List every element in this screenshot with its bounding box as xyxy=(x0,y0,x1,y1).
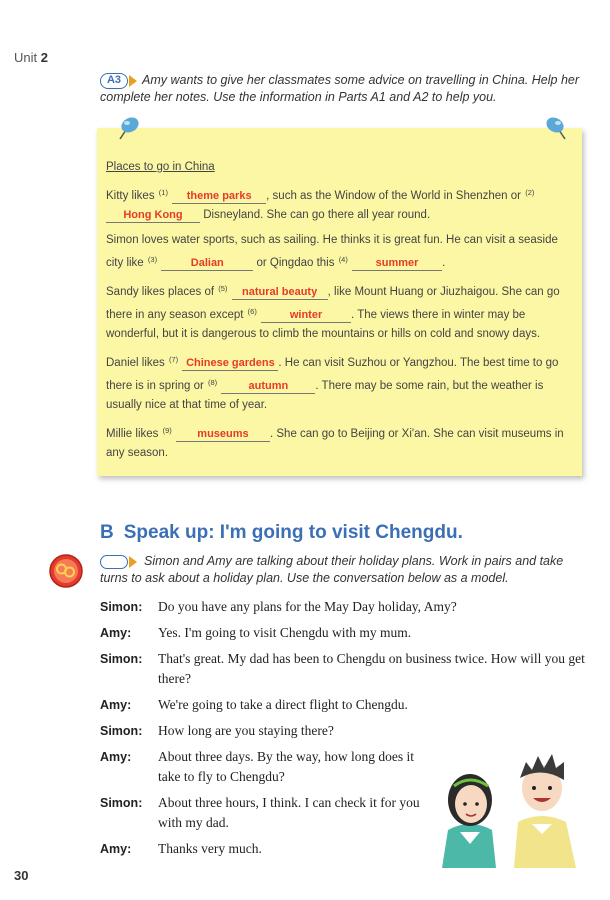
speaker: Simon: xyxy=(100,600,143,614)
section-title: Speak up: I'm going to visit Chengdu. xyxy=(123,522,463,543)
dialogue-line xyxy=(100,695,590,715)
dialogue-text: That's great. My dad has been to Chengdu on business twice. How will you get there? xyxy=(158,651,585,686)
answer-blank[interactable]: Hong Kong xyxy=(106,208,200,223)
speaker: Amy: xyxy=(100,750,132,764)
notes-text: . She can go to Beijing or Xi'an. She can visit museums in any season. xyxy=(106,428,564,459)
notes-text: . He can visit Suzhou or Yangzhou. The best time to go there is in spring or xyxy=(106,357,559,392)
page-number: 30 xyxy=(14,868,29,883)
blank-number: (8) xyxy=(208,378,218,387)
unit-prefix: Unit xyxy=(14,50,38,65)
blank-number: (2) xyxy=(525,188,535,197)
play-arrow-icon xyxy=(129,556,137,568)
pushpin-icon xyxy=(112,113,142,143)
notes-text: Simon loves water sports, such as sailing. He thinks it is great fun. He can visit a seaside city like xyxy=(106,234,558,269)
speaker: Simon: xyxy=(100,724,143,738)
blank-number: (3) xyxy=(147,255,158,264)
section-b-title xyxy=(100,522,463,544)
notes-text: Disneyland. She can go there all year round. xyxy=(203,209,431,221)
simon-and-amy-illustration xyxy=(430,748,590,868)
speak-up-icon xyxy=(48,553,84,589)
answer-blank[interactable]: summer xyxy=(352,256,442,271)
answer-blank[interactable]: Dalian xyxy=(161,256,253,271)
speaker: Simon: xyxy=(100,652,143,666)
blank-number: (4) xyxy=(338,255,348,264)
answer-blank[interactable]: autumn xyxy=(221,379,315,394)
dialogue-text: Thanks very much. xyxy=(158,841,262,856)
pill-icon xyxy=(100,555,128,569)
notes-text: or Qingdao this xyxy=(256,257,335,269)
a3-badge-label: A3 xyxy=(100,73,128,89)
speaker: Amy: xyxy=(100,842,132,856)
answer-blank[interactable]: Chinese gardens xyxy=(182,356,278,371)
b-instruction: Simon and Amy are talking about their holiday plans. Work in pairs and take turns to ask about a holiday plan. Use the conversation below as a model. xyxy=(100,554,564,585)
blank-number: (7) xyxy=(169,355,179,364)
dialogue-text: About three hours, I think. I can check it for you with my dad. xyxy=(158,795,420,830)
notes-paragraph-kitty xyxy=(106,183,572,225)
dialogue-line xyxy=(100,721,590,741)
b-instruction-row xyxy=(100,553,588,587)
dialogue-text: We're going to take a direct flight to Chengdu. xyxy=(158,697,408,712)
unit-label xyxy=(14,50,48,65)
notes-text: Kitty likes xyxy=(106,190,155,202)
notes-text: . There may be some rain, but the weather is usually nice at that time of year. xyxy=(106,380,544,411)
notes-content xyxy=(106,158,572,469)
section-letter: B xyxy=(100,522,114,543)
dialogue-line xyxy=(100,623,590,643)
a3-instruction-row xyxy=(100,72,580,106)
dialogue-line xyxy=(100,649,590,689)
answer-blank[interactable]: winter xyxy=(261,308,351,323)
speaker: Amy: xyxy=(100,698,132,712)
dialogue-text: How long are you staying there? xyxy=(158,723,334,738)
notes-text: Millie likes xyxy=(106,428,159,440)
notes-text: . xyxy=(442,257,446,269)
notes-heading: Places to go in China xyxy=(106,161,215,173)
blank-number: (6) xyxy=(247,307,257,316)
answer-blank[interactable]: theme parks xyxy=(172,189,266,204)
notes-paragraph-sandy xyxy=(106,279,572,344)
play-arrow-icon xyxy=(129,75,137,87)
blank-number: (1) xyxy=(158,188,168,197)
dialogue-line xyxy=(100,597,590,617)
notes-text: . The views there in winter may be wonderful, but it is dangerous to climb the mountains or hills on cold and snowy days. xyxy=(106,309,541,340)
notes-text: Sandy likes places of xyxy=(106,286,215,298)
answer-blank[interactable]: natural beauty xyxy=(232,285,328,300)
notes-paragraph-millie xyxy=(106,421,572,463)
notes-text: , like Mount Huang or Jiuzhaigou. She can go there in any season except xyxy=(106,286,560,321)
notes-paragraph-daniel xyxy=(106,350,572,415)
dialogue-text: Do you have any plans for the May Day holiday, Amy? xyxy=(158,599,457,614)
dialogue-text: About three days. By the way, how long does it take to fly to Chengdu? xyxy=(158,749,414,784)
speaker: Amy: xyxy=(100,626,132,640)
unit-number: 2 xyxy=(40,50,48,65)
notes-paragraph-simon xyxy=(106,231,572,273)
blank-number: (9) xyxy=(162,426,172,435)
a3-badge xyxy=(100,73,138,89)
notes-text: Daniel likes xyxy=(106,357,165,369)
blank-number: (5) xyxy=(218,284,228,293)
answer-blank[interactable]: museums xyxy=(176,427,270,442)
notes-text: , such as the Window of the World in Shenzhen or xyxy=(266,190,521,202)
a3-instruction: Amy wants to give her classmates some advice on travelling in China. Help her complete her notes. Use the information in Parts A1 and A2 to help you. xyxy=(100,73,580,104)
speaker: Simon: xyxy=(100,796,143,810)
b-badge xyxy=(100,555,138,569)
dialogue-text: Yes. I'm going to visit Chengdu with my mum. xyxy=(158,625,412,640)
pushpin-icon xyxy=(543,113,573,143)
